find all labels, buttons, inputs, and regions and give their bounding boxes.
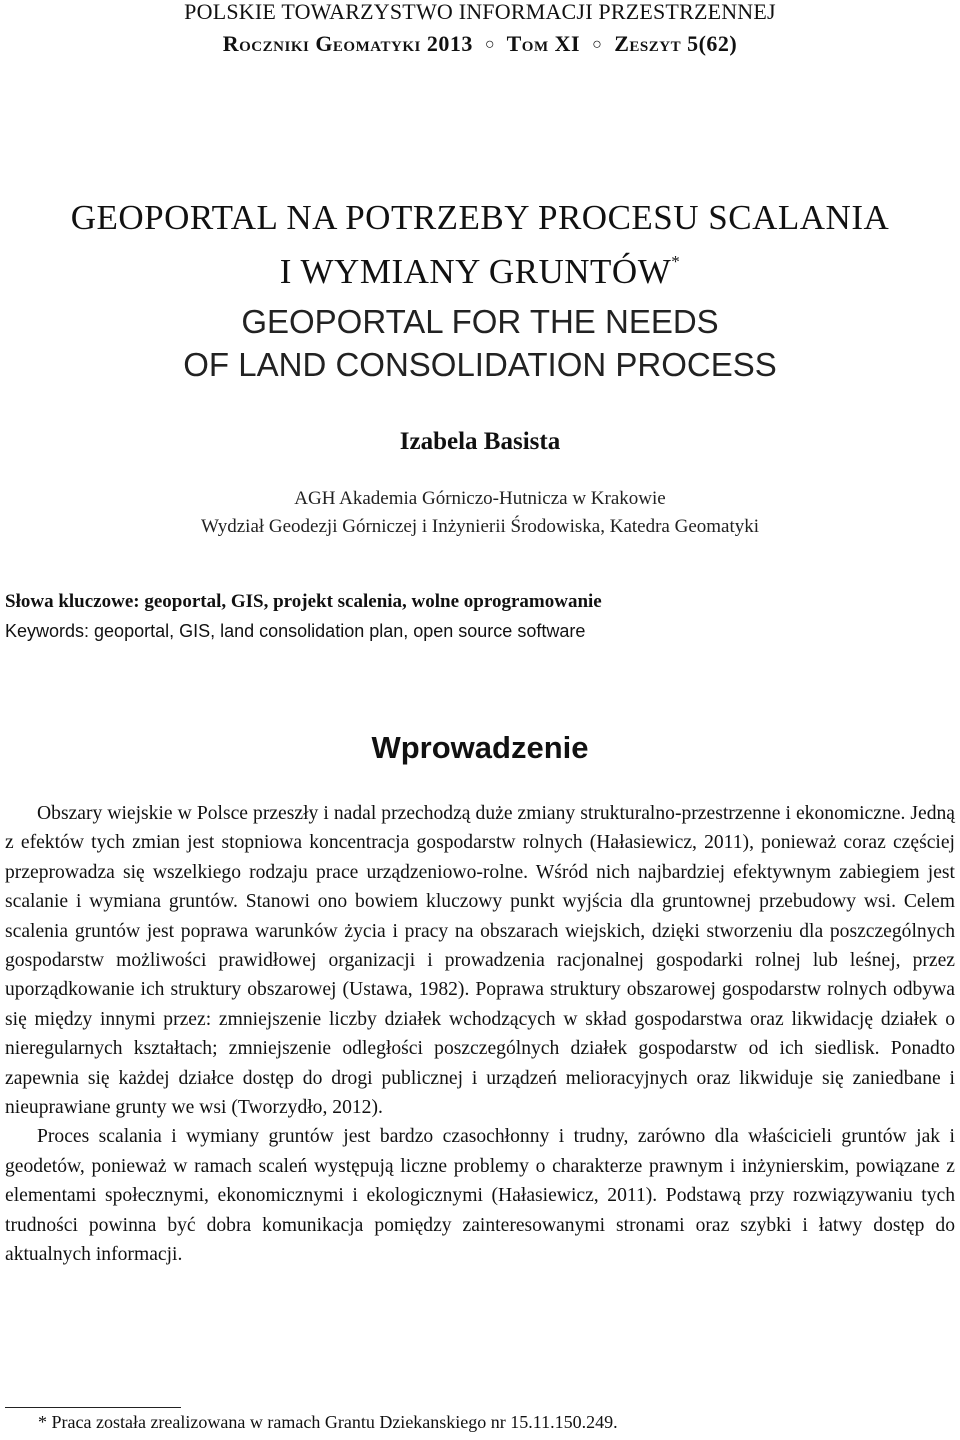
separator-circle-icon: ○ [484, 36, 495, 53]
journal-header [0, 30, 960, 59]
body-paragraph-2: Proces scalania i wymiany gruntów jest bardzo czasochłonny i trudny, zarówno dla właścicieli gruntów jak i geodetów, ponieważ w ramach scaleń występują liczne problemy o charakterze prawnym i inżynierskim, powiązane z elementami społecznymi, ekonomicznymi i ekologicznymi (Hałasiewicz, 2011). Podstawą przy rozwiązywaniu tych trudności powinna być dobra komunikacja pomiędzy zainteresowanymi stronami oraz szybki i łatwy dostęp do aktualnych informacji. [5, 1126, 955, 1266]
footnote-divider [5, 1407, 181, 1408]
title-english-line-1: GEOPORTAL FOR THE NEEDS [241, 303, 719, 340]
title-polish-line-1: GEOPORTAL NA POTRZEBY PROCESU SCALANIA [70, 198, 890, 237]
society-name: POLSKIE TOWARZYSTWO INFORMACJI PRZESTRZENNEJ [184, 0, 776, 24]
section-heading: Wprowadzenie [371, 730, 589, 765]
keywords-polish: Słowa kluczowe: geoportal, GIS, projekt scalenia, wolne oprogramowanie [5, 591, 602, 612]
journal-issue: Zeszyt 5(62) [614, 31, 738, 56]
keywords-english: Keywords: geoportal, GIS, land consolidation plan, open source software [5, 621, 586, 641]
journal-name: Roczniki Geomatyki 2013 [222, 31, 473, 56]
footnote: * Praca została zrealizowana w ramach Grantu Dziekanskiego nr 15.11.150.249. [38, 1412, 618, 1432]
author-name: Izabela Basista [399, 428, 561, 455]
title-english-line-2: OF LAND CONSOLIDATION PROCESS [183, 346, 777, 383]
footnote-marker: * [671, 252, 681, 271]
section-body [5, 799, 955, 1270]
author-affiliation [0, 485, 960, 541]
body-paragraph-1: Obszary wiejskie w Polsce przeszły i nadal przechodzą duże zmiany strukturalno-przestrzenne i ekonomiczne. Jedną z efektów tych zmian jest stopniowa koncentracja gospodarstw rolnych (Hałasiewicz, 2011), ponieważ coraz częściej przeprowadza się wszelkiego rodzaju prace urządzeniowo-rolne. Wśród nich najbardziej efektywnym zabiegiem jest scalanie i wymiana gruntów. Stanowi ono bowiem kluczowy punkt wyjścia dla gruntownej przebudowy wsi. Celem scalenia gruntów jest poprawa warunków życia i pracy na obszarach wiejskich, dzięki stworzeniu dla poszczególnych gospodarstw możliwości prawidłowej organizacji i prowadzenia racjonalnej gospodarki rolnej lub leśnej, przez uporządkowanie ich struktury obszarowej (Ustawa, 1982). Poprawa struktury obszarowej gospodarstw rolnych odbywa się między innymi przez: zmniejszenie liczby działek wchodzących w skład gospodarstwa oraz likwidację działek o nieregularnych kształtach; zmniejszenie odległości poszczególnych działek gospodarstw od ich siedlisk. Ponadto zapewnia się każdej działce dostęp do drogi publicznej i urządzeń melioracyjnych oraz likwiduje się zaniedbane i nieuprawiane grunty we wsi (Tworzydło, 2012). [5, 803, 955, 1119]
title-polish [0, 196, 960, 294]
title-polish-line-2: I WYMIANY GRUNTÓW* [279, 252, 681, 291]
affiliation-university: AGH Akademia Górniczo-Hutnicza w Krakowie [294, 488, 666, 509]
separator-circle-icon: ○ [592, 36, 603, 53]
title-english [0, 300, 960, 386]
affiliation-department: Wydział Geodezji Górniczej i Inżynierii Środowiska, Katedra Geomatyki [200, 516, 760, 537]
journal-volume: Tom XI [506, 31, 581, 56]
